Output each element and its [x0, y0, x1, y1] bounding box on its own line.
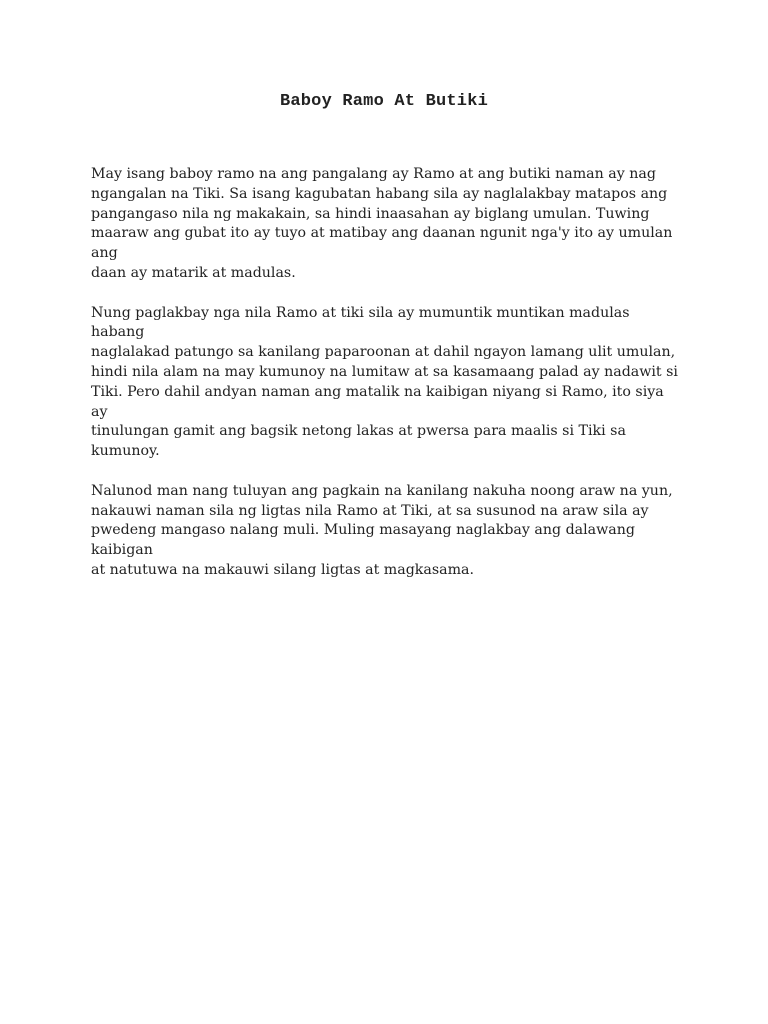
paragraph-line: Tiki. Pero dahil andyan naman ang matalik na kaibigan niyang si Ramo, ito siya ay: [91, 383, 664, 420]
paragraph-line: at natutuwa na makauwi silang ligtas at magkasama.: [91, 561, 474, 578]
paragraph-2: [91, 304, 681, 462]
paragraph-line: naglalakad patungo sa kanilang paparoonan at dahil ngayon lamang ulit umulan,: [91, 344, 676, 361]
paragraph-3: [91, 482, 681, 581]
paragraph-line: hindi nila alam na may kumunoy na lumitaw at sa kasamaang palad ay nadawit si: [91, 363, 678, 380]
paragraph-line: maaraw ang gubat ito ay tuyo at matibay ang daanan ngunit nga'y ito ay umulan ang: [91, 225, 673, 262]
paragraph-line: pwedeng mangaso nalang muli. Muling masayang naglakbay ang dalawang kaibigan: [91, 522, 635, 559]
paragraph-line: ngangalan na Tiki. Sa isang kagubatan habang sila ay naglalakbay matapos ang: [91, 185, 668, 202]
paragraph-line: pangangaso nila ng makakain, sa hindi inaasahan ay biglang umulan. Tuwing: [91, 205, 650, 222]
paragraph-line: Nalunod man nang tuluyan ang pagkain na kanilang nakuha noong araw na yun,: [91, 482, 673, 499]
paragraph-line: tinulungan gamit ang bagsik netong lakas at pwersa para maalis si Tiki sa kumunoy.: [91, 423, 626, 460]
document-title: Baboy Ramo At Butiki: [279, 92, 489, 111]
paragraph-line: Nung paglakbay nga nila Ramo at tiki sila ay mumuntik muntikan madulas habang: [91, 304, 630, 341]
paragraph-line: May isang baboy ramo na ang pangalang ay Ramo at ang butiki naman ay nag: [91, 166, 656, 182]
paragraph-line: nakauwi naman sila ng ligtas nila Ramo at Tiki, at sa susunod na araw sila ay: [91, 502, 649, 519]
document-body: [91, 165, 681, 601]
paragraph-1: [91, 165, 681, 284]
paragraph-line: daan ay matarik at madulas.: [91, 264, 296, 281]
